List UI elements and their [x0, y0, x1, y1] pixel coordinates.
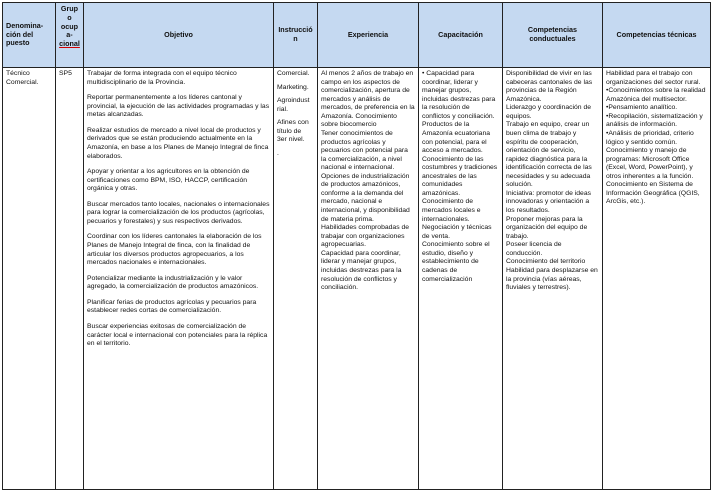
header-competencias-tecnicas: Competencias técnicas	[603, 3, 711, 68]
header-objetivo: Objetivo	[84, 3, 274, 68]
header-instruccion: Instrucció n	[274, 3, 318, 68]
header-puesto: Denomina- ción del puesto	[3, 3, 56, 68]
table-row	[3, 68, 711, 490]
header-competencias-conductuales: Competencias conductuales	[503, 3, 603, 68]
cell-capacitacion: • Capacidad para coordinar, liderar y manejar grupos, incluidas destrezas para la resolución de conflictos y conciliación. Productos de la Amazonía ecuatoriana con potencial, para el acceso a mercados. Conocimiento de las costumbres y tradiciones ancestrales de las comunidades amazónicas. Conocimiento de mercados locales e internacionales. Negociación y técnicas de venta. Conocimiento sobre el estudio, diseño y establecimiento de cadenas de comercialización	[419, 68, 503, 490]
objetivo-item: Planificar ferias de productos agrícolas y pecuarios para establecer redes cortas de comercialización.	[87, 298, 257, 315]
instruccion-item: .	[277, 149, 279, 157]
instruccion-item: Agroindust rial.	[277, 97, 310, 113]
job-profile-table	[2, 2, 711, 490]
objetivo-item: Coordinar con los líderes cantonales la elaboración de los Planes de Manejo Integral de finca, con la finalidad de articular los diversos productos agropecuarios, a los mercados nacionales e internacionales.	[87, 233, 262, 267]
cell-competencias-conductuales: Disponibilidad de vivir en las cabeceras cantonales de las provincias de la Región Amazónica. Liderazgo y coordinación de equipos. Trabajo en equipo, crear un buen clima de trabajo y espíritu de cooperación, orientación de servicio, rapidez diagnóstica para la identificación correcta de las necesidades y su adecuada solución. Iniciativa: promotor de ideas innovadoras y orientación a los resultados. Proponer mejoras para la organización del equipo de trabajo. Poseer licencia de conducción. Conocimiento del territorio Habilidad para desplazarse en la provincia (vías aéreas, fluviales y terrestres).	[503, 68, 603, 490]
cell-competencias-tecnicas: Habilidad para el trabajo con organizaciones del sector rural. •Conocimientos sobre la realidad Amazónica del multisector. •Pensamiento analítico. •Recopilación, sistematización y análisis de información. •Análisis de prioridad, criterio lógico y sentido común. Conocimiento y manejo de programas: Microsoft Office (Excel, Word, PowerPoint), y otros inherentes a la función. Conocimiento en Sistema de Información Geográfica (QGIS, ArcGis, etc.).	[603, 68, 711, 490]
objetivo-item: Trabajar de forma integrada con el equipo técnico multidisciplinario de la Provincia.	[87, 70, 237, 86]
objetivo-item: Buscar mercados tanto locales, nacionales o internacionales para lograr la comercialización de los productos (agrícolas, pecuarios y forestales) y sus respectivos derivados.	[87, 200, 270, 225]
instruccion-item: Marketing.	[277, 83, 309, 91]
cell-instruccion	[274, 68, 318, 490]
instruccion-item: Afines con título de 3er nivel.	[277, 119, 309, 144]
header-grupo-ocupacional: Grup o ocup a- cional	[56, 3, 84, 68]
header-experiencia: Experiencia	[318, 3, 419, 68]
objetivo-item: Realizar estudios de mercado a nivel local de productos y derivados que se están produciendo actualmente en la Amazonía, en base a los Planes de Manejo Integral de finca elaborados.	[87, 126, 269, 160]
header-row	[3, 3, 711, 68]
objetivo-item: Reportar permanentemente a los líderes cantonal y provincial, la ejecución de las actividades programadas y las metas alcanzadas.	[87, 94, 270, 119]
objetivo-item: Potencializar mediante la industrialización y le valor agregado, la comercialización de productos amazónicos.	[87, 274, 259, 291]
objetivo-item: Buscar experiencias exitosas de comercialización de carácter local e internacional con potenciales para la réplica en el territorio.	[87, 322, 268, 348]
cell-grupo: SP5	[56, 68, 84, 490]
cell-experiencia: Al menos 2 años de trabajo en campo en los aspectos de comercialización, apertura de mercados y análisis de mercados, de preferencia en la Amazonía. Conocimiento sobre biocomercio Tener conocimientos de productos agrícolas y pecuarios con potencial para la comercialización, a nivel nacional e internacional. Opciones de industrialización de productos amazónicos, conforme a la demanda del mercado, nacional e internacional, y disponibilidad de materia prima. Habilidades comprobadas de trabajar con organizaciones agropecuarias. Capacidad para coordinar, liderar y manejar grupos, incluidas destrezas para la resolución de conflictos y conciliación.	[318, 68, 419, 490]
instruccion-item: Comercial.	[277, 70, 310, 77]
header-capacitacion: Capacitación	[419, 3, 503, 68]
objetivo-item: Apoyar y orientar a los agricultores en la obtención de certificaciones como BPM, ISO, HACCP, certificación orgánica y otras.	[87, 168, 250, 193]
cell-objetivo	[84, 68, 274, 490]
cell-puesto: Técnico Comercial.	[3, 68, 56, 490]
